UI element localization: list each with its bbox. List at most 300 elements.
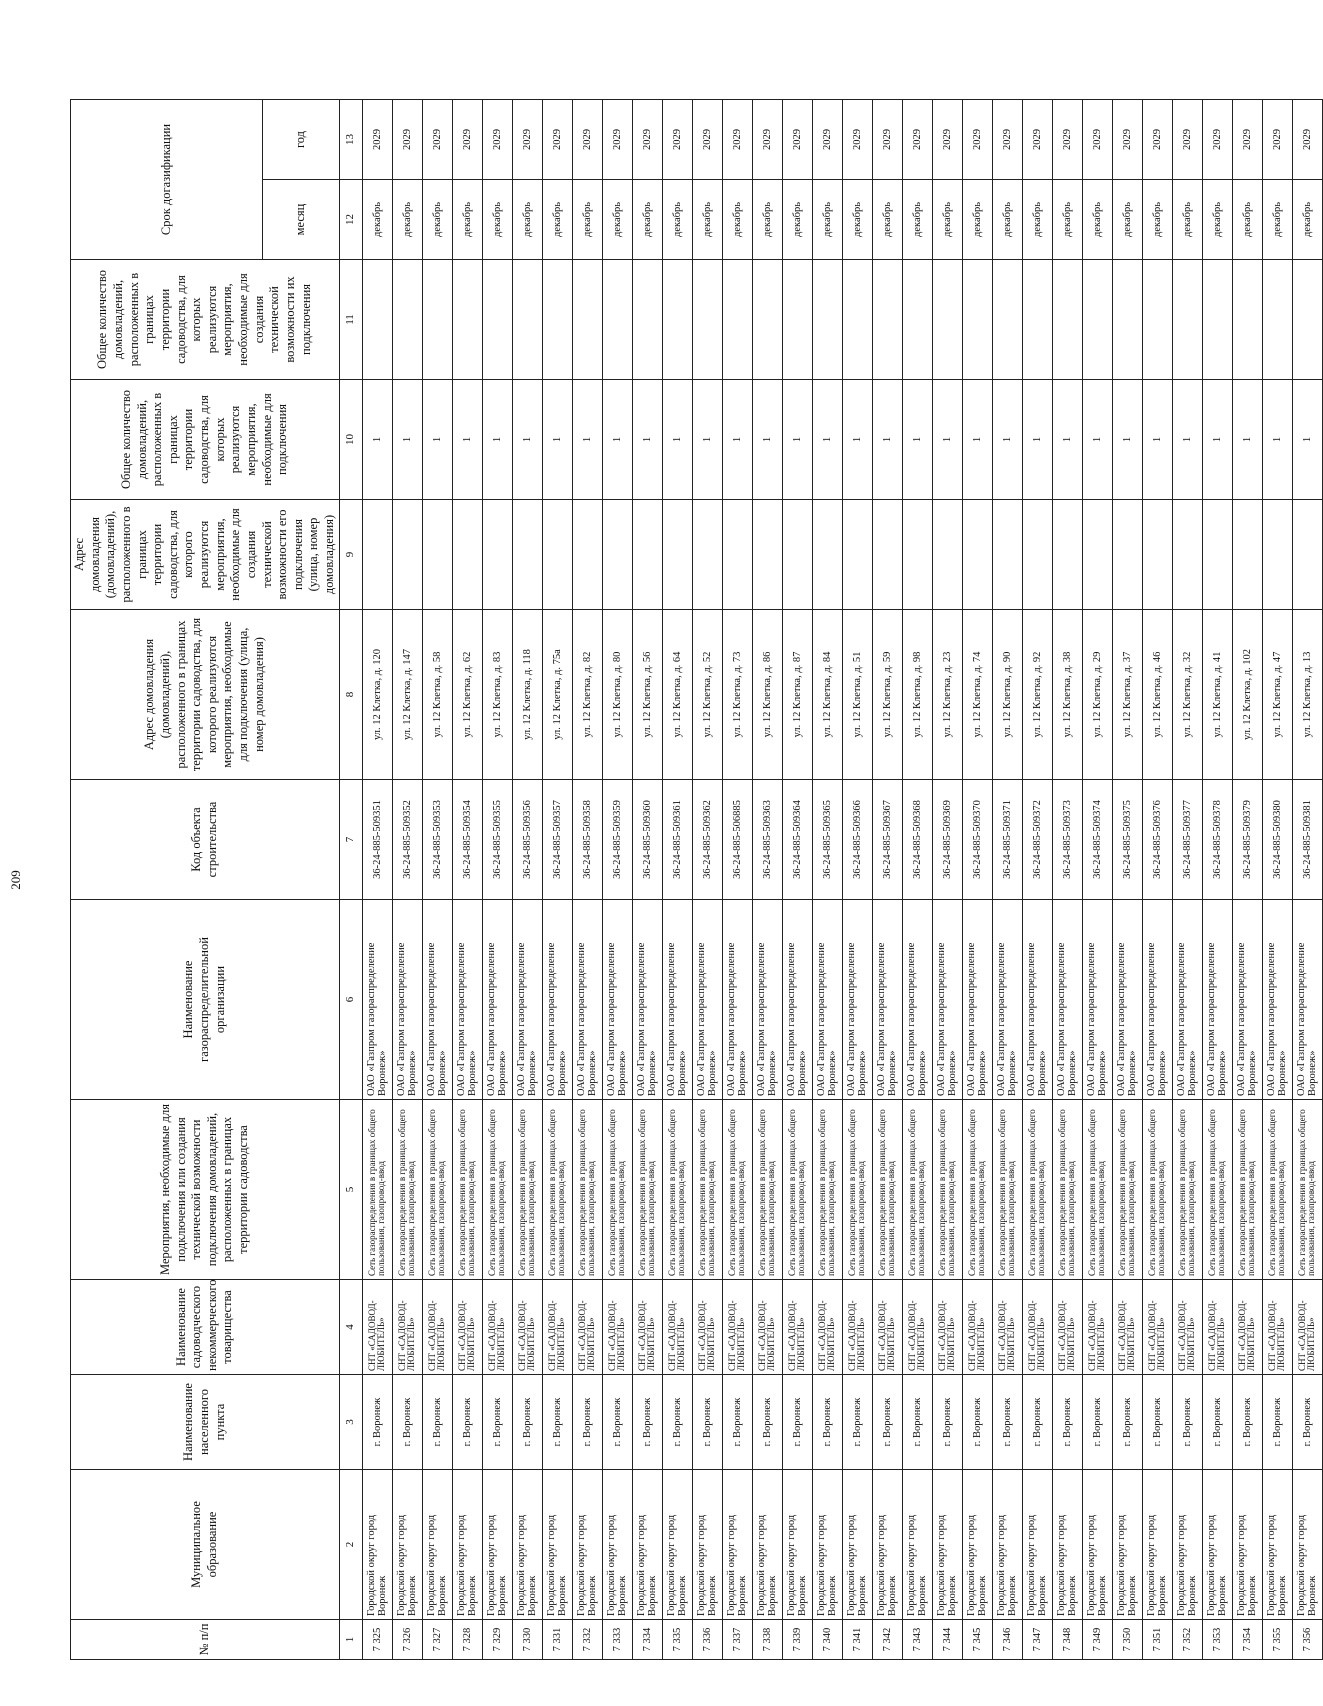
row-count-tech [812,260,842,380]
row-address-tech [992,500,1022,610]
column-number: 7 [339,780,362,900]
row-code: 36-24-885-509358 [572,780,602,900]
row-code: 36-24-885-509372 [1022,780,1052,900]
header-code: Код объекта строительства [71,780,340,900]
row-event: Сеть газораспределения в границах общего пользования, газопровод-ввод [752,1100,782,1280]
row-number: 7 356 [1292,1620,1322,1660]
row-number: 7 338 [752,1620,782,1660]
row-municipality: Городской округ город Воронеж [752,1470,782,1620]
row-partnership: СНТ «САДОВОД-ЛЮБИТЕЛЬ» [1142,1280,1172,1375]
row-organization: ОАО «Газпром газораспределение Воронеж» [632,900,662,1100]
row-count: 1 [662,380,692,500]
row-year: 2029 [812,100,842,180]
row-code: 36-24-885-509362 [692,780,722,900]
table-row [392,100,422,1660]
row-settlement: г. Воронеж [1232,1375,1262,1470]
row-municipality: Городской округ город Воронеж [422,1470,452,1620]
row-settlement: г. Воронеж [812,1375,842,1470]
row-year: 2029 [692,100,722,180]
row-settlement: г. Воронеж [1262,1375,1292,1470]
row-number: 7 345 [962,1620,992,1660]
row-address-tech [782,500,812,610]
row-organization: ОАО «Газпром газораспределение Воронеж» [842,900,872,1100]
table-body [362,100,1322,1660]
row-settlement: г. Воронеж [1082,1375,1112,1470]
row-partnership: СНТ «САДОВОД-ЛЮБИТЕЛЬ» [1232,1280,1262,1375]
row-municipality: Городской округ город Воронеж [1292,1470,1322,1620]
row-municipality: Городской округ город Воронеж [572,1470,602,1620]
row-settlement: г. Воронеж [962,1375,992,1470]
row-partnership: СНТ «САДОВОД-ЛЮБИТЕЛЬ» [932,1280,962,1375]
row-organization: ОАО «Газпром газораспределение Воронеж» [392,900,422,1100]
table-row [1292,100,1322,1660]
table-row [362,100,392,1660]
table-row [842,100,872,1660]
row-settlement: г. Воронеж [1052,1375,1082,1470]
row-settlement: г. Воронеж [782,1375,812,1470]
row-partnership: СНТ «САДОВОД-ЛЮБИТЕЛЬ» [482,1280,512,1375]
row-municipality: Городской округ город Воронеж [1022,1470,1052,1620]
row-year: 2029 [1262,100,1292,180]
row-code: 36-24-885-509364 [782,780,812,900]
row-number: 7 343 [902,1620,932,1660]
header-settlement: Наименование населенного пункта [71,1375,340,1470]
row-address-tech [1262,500,1292,610]
table-row [602,100,632,1660]
row-settlement: г. Воронеж [1202,1375,1232,1470]
row-count-tech [692,260,722,380]
row-year: 2029 [1052,100,1082,180]
gasification-table [70,99,1323,1660]
row-month: декабрь [572,180,602,260]
column-number: 4 [339,1280,362,1375]
row-number: 7 325 [362,1620,392,1660]
column-number: 11 [339,260,362,380]
row-municipality: Городской округ город Воронеж [1232,1470,1262,1620]
row-event: Сеть газораспределения в границах общего пользования, газопровод-ввод [392,1100,422,1280]
row-organization: ОАО «Газпром газораспределение Воронеж» [662,900,692,1100]
row-count-tech [1112,260,1142,380]
row-address-tech [962,500,992,610]
row-year: 2029 [482,100,512,180]
row-municipality: Городской округ город Воронеж [542,1470,572,1620]
row-year: 2029 [452,100,482,180]
row-number: 7 330 [512,1620,542,1660]
row-month: декабрь [692,180,722,260]
row-number: 7 350 [1112,1620,1142,1660]
row-municipality: Городской округ город Воронеж [632,1470,662,1620]
row-code: 36-24-885-509378 [1202,780,1232,900]
row-organization: ОАО «Газпром газораспределение Воронеж» [512,900,542,1100]
table-row [1262,100,1292,1660]
header-address: Адрес домовладения (домовладений), расположенного в границах территории садоводства, для которого реализуются мероприятия, необходимые для подключения (улица, номер домовладения) [71,610,340,780]
row-count: 1 [992,380,1022,500]
row-address: ул. 12 Клетка, д. 102 [1232,610,1262,780]
row-count: 1 [422,380,452,500]
row-organization: ОАО «Газпром газораспределение Воронеж» [1172,900,1202,1100]
row-code: 36-24-885-509355 [482,780,512,900]
column-number: 13 [339,100,362,180]
row-event: Сеть газораспределения в границах общего пользования, газопровод-ввод [932,1100,962,1280]
row-address-tech [872,500,902,610]
row-municipality: Городской округ город Воронеж [662,1470,692,1620]
row-number: 7 339 [782,1620,812,1660]
row-organization: ОАО «Газпром газораспределение Воронеж» [482,900,512,1100]
row-month: декабрь [1142,180,1172,260]
row-count-tech [1172,260,1202,380]
header-count-tech: Общее количество домовладений, расположенных в границах территории садоводства, для которых реализуются мероприятия, необходимые для создания технической возможности их подключения [71,260,340,380]
row-count-tech [992,260,1022,380]
table-row [1082,100,1112,1660]
row-event: Сеть газораспределения в границах общего пользования, газопровод-ввод [452,1100,482,1280]
row-count: 1 [872,380,902,500]
row-count-tech [572,260,602,380]
table-row [782,100,812,1660]
row-address: ул. 12 Клетка, д. 56 [632,610,662,780]
row-address-tech [1112,500,1142,610]
row-month: декабрь [362,180,392,260]
table-row [722,100,752,1660]
row-municipality: Городской округ город Воронеж [452,1470,482,1620]
row-organization: ОАО «Газпром газораспределение Воронеж» [1082,900,1112,1100]
row-year: 2029 [362,100,392,180]
table-row [902,100,932,1660]
row-address-tech [362,500,392,610]
table-row [452,100,482,1660]
row-address: ул. 12 Клетка, д. 90 [992,610,1022,780]
table-row [512,100,542,1660]
row-address: ул. 12 Клетка, д. 64 [662,610,692,780]
table-row [692,100,722,1660]
row-address: ул. 12 Клетка, д. 41 [1202,610,1232,780]
row-event: Сеть газораспределения в границах общего пользования, газопровод-ввод [1232,1100,1262,1280]
row-count: 1 [722,380,752,500]
row-count-tech [632,260,662,380]
header-partnership: Наименование садоводческого некоммерческого товарищества [71,1280,340,1375]
row-year: 2029 [1172,100,1202,180]
row-count-tech [602,260,632,380]
header-row [71,100,263,1660]
row-code: 36-24-885-509359 [602,780,632,900]
row-month: декабрь [812,180,842,260]
row-partnership: СНТ «САДОВОД-ЛЮБИТЕЛЬ» [1052,1280,1082,1375]
row-count: 1 [1052,380,1082,500]
row-partnership: СНТ «САДОВОД-ЛЮБИТЕЛЬ» [902,1280,932,1375]
row-event: Сеть газораспределения в границах общего пользования, газопровод-ввод [572,1100,602,1280]
row-code: 36-24-885-509354 [452,780,482,900]
row-settlement: г. Воронеж [362,1375,392,1470]
row-count: 1 [932,380,962,500]
row-address: ул. 12 Клетка, д. 98 [902,610,932,780]
row-organization: ОАО «Газпром газораспределение Воронеж» [992,900,1022,1100]
row-partnership: СНТ «САДОВОД-ЛЮБИТЕЛЬ» [542,1280,572,1375]
row-organization: ОАО «Газпром газораспределение Воронеж» [872,900,902,1100]
row-partnership: СНТ «САДОВОД-ЛЮБИТЕЛЬ» [662,1280,692,1375]
row-count: 1 [1202,380,1232,500]
row-number: 7 333 [602,1620,632,1660]
row-count: 1 [1262,380,1292,500]
column-number: 10 [339,380,362,500]
row-count-tech [902,260,932,380]
row-organization: ОАО «Газпром газораспределение Воронеж» [902,900,932,1100]
row-organization: ОАО «Газпром газораспределение Воронеж» [1112,900,1142,1100]
row-address-tech [602,500,632,610]
row-number: 7 335 [662,1620,692,1660]
row-count-tech [932,260,962,380]
row-partnership: СНТ «САДОВОД-ЛЮБИТЕЛЬ» [1082,1280,1112,1375]
row-organization: ОАО «Газпром газораспределение Воронеж» [542,900,572,1100]
row-address-tech [1142,500,1172,610]
row-address: ул. 12 Клетка, д. 51 [842,610,872,780]
row-partnership: СНТ «САДОВОД-ЛЮБИТЕЛЬ» [1022,1280,1052,1375]
row-municipality: Городской округ город Воронеж [722,1470,752,1620]
row-address: ул. 12 Клетка, д. 73 [722,610,752,780]
row-partnership: СНТ «САДОВОД-ЛЮБИТЕЛЬ» [872,1280,902,1375]
row-code: 36-24-885-509365 [812,780,842,900]
row-number: 7 340 [812,1620,842,1660]
row-count: 1 [962,380,992,500]
row-address: ул. 12 Клетка, д. 13 [1292,610,1322,780]
column-number: 8 [339,610,362,780]
row-count-tech [722,260,752,380]
row-code: 36-24-885-509367 [872,780,902,900]
row-address-tech [1172,500,1202,610]
row-month: декабрь [632,180,662,260]
column-number: 1 [339,1620,362,1660]
row-count: 1 [482,380,512,500]
row-municipality: Городской округ город Воронеж [482,1470,512,1620]
row-count: 1 [1022,380,1052,500]
row-number: 7 353 [1202,1620,1232,1660]
row-organization: ОАО «Газпром газораспределение Воронеж» [1052,900,1082,1100]
row-partnership: СНТ «САДОВОД-ЛЮБИТЕЛЬ» [752,1280,782,1375]
row-count-tech [1022,260,1052,380]
column-number: 3 [339,1375,362,1470]
row-address: ул. 12 Клетка, д. 118 [512,610,542,780]
row-number: 7 342 [872,1620,902,1660]
row-address-tech [1022,500,1052,610]
row-settlement: г. Воронеж [542,1375,572,1470]
row-count: 1 [392,380,422,500]
row-year: 2029 [1232,100,1262,180]
table-row [482,100,512,1660]
row-address-tech [392,500,422,610]
row-year: 2029 [782,100,812,180]
row-count: 1 [1172,380,1202,500]
column-number: 5 [339,1100,362,1280]
row-year: 2029 [572,100,602,180]
row-event: Сеть газораспределения в границах общего пользования, газопровод-ввод [1052,1100,1082,1280]
row-month: декабрь [842,180,872,260]
row-partnership: СНТ «САДОВОД-ЛЮБИТЕЛЬ» [962,1280,992,1375]
page-number: 209 [8,870,23,890]
row-number: 7 348 [1052,1620,1082,1660]
row-settlement: г. Воронеж [512,1375,542,1470]
row-number: 7 351 [1142,1620,1172,1660]
row-month: декабрь [482,180,512,260]
row-code: 36-24-885-509361 [662,780,692,900]
row-code: 36-24-885-509352 [392,780,422,900]
row-year: 2029 [1292,100,1322,180]
row-count-tech [872,260,902,380]
rotated-table-page [8,100,1319,1660]
row-municipality: Городской округ город Воронеж [692,1470,722,1620]
row-address-tech [422,500,452,610]
row-year: 2029 [1142,100,1172,180]
row-year: 2029 [932,100,962,180]
row-address-tech [542,500,572,610]
row-code: 36-24-885-509356 [512,780,542,900]
row-organization: ОАО «Газпром газораспределение Воронеж» [722,900,752,1100]
row-month: декабрь [1292,180,1322,260]
row-count-tech [842,260,872,380]
row-address: ул. 12 Клетка, д. 62 [452,610,482,780]
row-event: Сеть газораспределения в границах общего пользования, газопровод-ввод [692,1100,722,1280]
row-address-tech [1232,500,1262,610]
table-row [812,100,842,1660]
row-address: ул. 12 Клетка, д. 52 [692,610,722,780]
row-settlement: г. Воронеж [632,1375,662,1470]
row-year: 2029 [542,100,572,180]
row-count: 1 [542,380,572,500]
row-count: 1 [572,380,602,500]
row-event: Сеть газораспределения в границах общего пользования, газопровод-ввод [362,1100,392,1280]
row-month: декабрь [1232,180,1262,260]
row-municipality: Городской округ город Воронеж [1202,1470,1232,1620]
row-number: 7 336 [692,1620,722,1660]
row-address: ул. 12 Клетка, д. 46 [1142,610,1172,780]
row-address-tech [1082,500,1112,610]
row-count-tech [542,260,572,380]
row-month: декабрь [422,180,452,260]
table-row [422,100,452,1660]
row-number: 7 352 [1172,1620,1202,1660]
header-month: месяц [263,180,340,260]
row-year: 2029 [1022,100,1052,180]
row-event: Сеть газораспределения в границах общего пользования, газопровод-ввод [1112,1100,1142,1280]
table-row [752,100,782,1660]
row-month: декабрь [992,180,1022,260]
row-month: декабрь [872,180,902,260]
column-number: 12 [339,180,362,260]
header-address-tech: Адрес домовладения (домовладений), расположенного в границах территории садоводства, для которого реализуются мероприятия, необходимые для создания технической возможности его подключения (улица, номер домовладения) [71,500,340,610]
row-count: 1 [782,380,812,500]
row-settlement: г. Воронеж [482,1375,512,1470]
table-row [962,100,992,1660]
row-code: 36-24-885-509379 [1232,780,1262,900]
row-partnership: СНТ «САДОВОД-ЛЮБИТЕЛЬ» [692,1280,722,1375]
row-event: Сеть газораспределения в границах общего пользования, газопровод-ввод [962,1100,992,1280]
row-year: 2029 [662,100,692,180]
row-municipality: Городской округ город Воронеж [1142,1470,1172,1620]
row-code: 36-24-885-509353 [422,780,452,900]
row-month: декабрь [962,180,992,260]
row-count-tech [362,260,392,380]
row-address-tech [452,500,482,610]
row-partnership: СНТ «САДОВОД-ЛЮБИТЕЛЬ» [422,1280,452,1375]
row-settlement: г. Воронеж [1112,1375,1142,1470]
row-event: Сеть газораспределения в границах общего пользования, газопровод-ввод [992,1100,1022,1280]
row-count-tech [1052,260,1082,380]
table-row [1232,100,1262,1660]
row-count-tech [392,260,422,380]
row-event: Сеть газораспределения в границах общего пользования, газопровод-ввод [1022,1100,1052,1280]
row-count-tech [1142,260,1172,380]
row-address: ул. 12 Клетка, д. 83 [482,610,512,780]
row-event: Сеть газораспределения в границах общего пользования, газопровод-ввод [1082,1100,1112,1280]
row-event: Сеть газораспределения в границах общего пользования, газопровод-ввод [662,1100,692,1280]
row-number: 7 346 [992,1620,1022,1660]
row-settlement: г. Воронеж [572,1375,602,1470]
row-municipality: Городской округ город Воронеж [362,1470,392,1620]
row-month: декабрь [782,180,812,260]
row-month: декабрь [1052,180,1082,260]
row-partnership: СНТ «САДОВОД-ЛЮБИТЕЛЬ» [1292,1280,1322,1375]
row-code: 36-24-885-509371 [992,780,1022,900]
row-code: 36-24-885-509370 [962,780,992,900]
table-row [1142,100,1172,1660]
row-count-tech [1082,260,1112,380]
row-settlement: г. Воронеж [422,1375,452,1470]
row-organization: ОАО «Газпром газораспределение Воронеж» [1262,900,1292,1100]
table-row [992,100,1022,1660]
row-address: ул. 12 Клетка, д. 47 [1262,610,1292,780]
row-number: 7 327 [422,1620,452,1660]
row-settlement: г. Воронеж [842,1375,872,1470]
row-count-tech [1202,260,1232,380]
row-address-tech [482,500,512,610]
row-count: 1 [692,380,722,500]
row-organization: ОАО «Газпром газораспределение Воронеж» [602,900,632,1100]
row-code: 36-24-885-509351 [362,780,392,900]
row-address-tech [842,500,872,610]
row-code: 36-24-885-509375 [1112,780,1142,900]
row-organization: ОАО «Газпром газораспределение Воронеж» [1022,900,1052,1100]
row-event: Сеть газораспределения в границах общего пользования, газопровод-ввод [422,1100,452,1280]
row-municipality: Городской округ город Воронеж [842,1470,872,1620]
row-number: 7 328 [452,1620,482,1660]
row-number: 7 347 [1022,1620,1052,1660]
row-settlement: г. Воронеж [1292,1375,1322,1470]
row-count-tech [962,260,992,380]
row-address: ул. 12 Клетка, д. 75а [542,610,572,780]
row-event: Сеть газораспределения в границах общего пользования, газопровод-ввод [1262,1100,1292,1280]
row-organization: ОАО «Газпром газораспределение Воронеж» [422,900,452,1100]
row-address-tech [1202,500,1232,610]
row-event: Сеть газораспределения в границах общего пользования, газопровод-ввод [1292,1100,1322,1280]
row-number: 7 354 [1232,1620,1262,1660]
row-number: 7 337 [722,1620,752,1660]
row-code: 36-24-885-509363 [752,780,782,900]
row-count: 1 [812,380,842,500]
header-year: год [263,100,340,180]
row-municipality: Городской округ город Воронеж [602,1470,632,1620]
row-settlement: г. Воронеж [932,1375,962,1470]
row-municipality: Городской округ город Воронеж [932,1470,962,1620]
row-event: Сеть газораспределения в границах общего пользования, газопровод-ввод [482,1100,512,1280]
row-code: 36-24-885-509366 [842,780,872,900]
header-count-connect: Общее количество домовладений, расположенных в границах территории садоводства, для которых реализуются мероприятия, необходимые для подключения [71,380,340,500]
row-address: ул. 12 Клетка, д. 86 [752,610,782,780]
row-organization: ОАО «Газпром газораспределение Воронеж» [812,900,842,1100]
row-year: 2029 [602,100,632,180]
row-settlement: г. Воронеж [902,1375,932,1470]
row-organization: ОАО «Газпром газораспределение Воронеж» [1292,900,1322,1100]
row-count: 1 [362,380,392,500]
row-partnership: СНТ «САДОВОД-ЛЮБИТЕЛЬ» [392,1280,422,1375]
row-month: декабрь [1112,180,1142,260]
row-year: 2029 [422,100,452,180]
